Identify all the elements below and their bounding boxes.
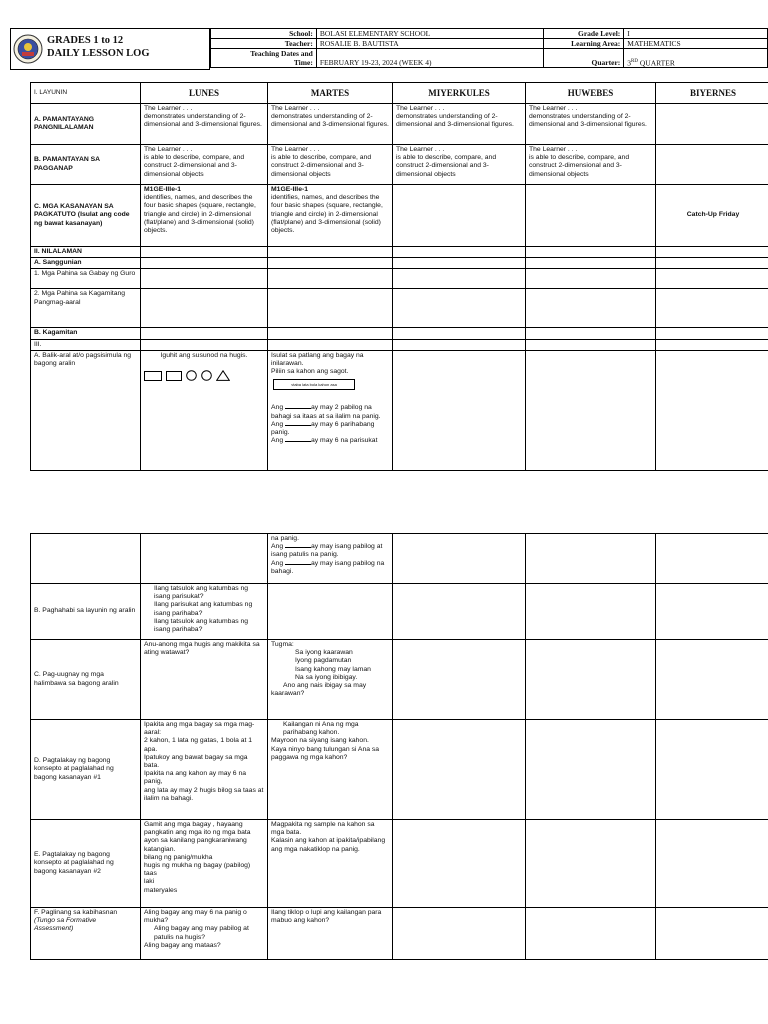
rectangle-shape-icon xyxy=(166,371,182,381)
circle-shape-icon xyxy=(201,370,212,381)
dates-value: FEBRUARY 19-23, 2024 (WEEK 4) xyxy=(316,49,544,68)
row-label-pagtalakay-1: D. Pagtalakay ng bagong konsepto at paglalahad ng bagong kasanayan #1 xyxy=(31,720,141,820)
row-label-kagamitan: B. Kagamitan xyxy=(31,328,141,339)
day-header-lunes: LUNES xyxy=(141,83,268,104)
cell-pagtalakay1-martes: Kailangan ni Ana ng mga parihabang kahon. Mayroon na siyang isang kahon. Kaya ninyo bang tulungan si Ana sa paggawa ng mga kahon? xyxy=(268,720,393,820)
layunin-header: I. LAYUNIN xyxy=(31,83,141,104)
quarter-value: 3RD QUARTER xyxy=(624,49,768,68)
cell-pagganap-miyerkules: The Learner . . . is able to describe, compare, and construct 2-dimensional and 3-dimensional objects xyxy=(393,145,526,185)
cell-pagganap-lunes: The Learner . . . is able to describe, compare, and construct 2-dimensional and 3-dimensional objects xyxy=(141,145,268,185)
row-label-gabay: 1. Mga Pahina sa Gabay ng Guro xyxy=(31,269,141,289)
teacher-value: ROSALIE B. BAUTISTA xyxy=(316,39,544,49)
teacher-label: Teacher: xyxy=(211,39,317,49)
cell-pagganap-huwebes: The Learner . . . is able to describe, compare, and construct 2-dimensional and 3-dimensional objects xyxy=(526,145,656,185)
row-label-nilalaman: II. NILALAMAN xyxy=(31,247,141,258)
cell-balik-lunes: Iguhit ang susunod na hugis. xyxy=(141,350,268,470)
cell-paguugnay-lunes: Anu-anong mga hugis ang makikita sa ating watawat? xyxy=(141,640,268,720)
day-header-martes: MARTES xyxy=(268,83,393,104)
row-label-kagamitang: 2. Mga Pahina sa Kagamitang Pangmag-aaral xyxy=(31,289,141,328)
cell-pamantayang-huwebes: The Learner . . . demonstrates understanding of 2-dimensional and 3-dimensional figures. xyxy=(526,104,656,145)
choice-box: vtaba lata bola kahon asa xyxy=(273,379,355,390)
lesson-table-page1 xyxy=(30,82,768,471)
quarter-label: Quarter: xyxy=(544,49,624,68)
cell-balik-martes: Isulat sa patlang ang bagay na inilarawan. Piliin sa kahon ang sagot. vtaba lata bola kahon asa Ang ay may 2 pabilog na bahagi sa itaas at sa ilalim na panig. Ang ay may 6 parihabang panig. Ang ay may 6 na parisukat xyxy=(268,350,393,470)
cell-kasanayan-miyerkules xyxy=(393,185,526,247)
row-label-pagganap: B. PAMANTAYAN SA PAGGANAP xyxy=(31,145,141,185)
shape-sequence xyxy=(144,370,264,381)
cell-paglinang-martes: Ilang tiklop o lupi ang kailangan para mabuo ang kahon? xyxy=(268,908,393,960)
row-label-paghahabi: B. Paghahabi sa layunin ng aralin xyxy=(31,584,141,640)
cell-pamantayang-biyernes xyxy=(656,104,768,145)
cell-pagganap-martes: The Learner . . . is able to describe, compare, and construct 2-dimensional and 3-dimensional objects xyxy=(268,145,393,185)
grade-label: Grade Level: xyxy=(544,29,624,39)
cell-pagtalakay2-martes: Magpakita ng sample na kahon sa mga bata. Kalasin ang kahon at ipakita/ipabilang ang mga nakatiklop na panig. xyxy=(268,820,393,908)
triangle-shape-icon xyxy=(216,370,230,381)
row-label-paglinang: F. Paglinang sa kabihasnan (Tungo sa Formative Assessment) xyxy=(31,908,141,960)
cell-pamantayang-lunes: The Learner . . . demonstrates understanding of 2-dimensional and 3-dimensional figures. xyxy=(141,104,268,145)
dates-label-1: Teaching Dates and xyxy=(211,49,317,59)
cell-pagganap-biyernes xyxy=(656,145,768,185)
title-line-1: GRADES 1 to 12 xyxy=(47,35,124,46)
cell-paglinang-lunes: Aling bagay ang may 6 na panig o mukha? Aling bagay ang may pabilog at patulis na hugis? Aling bagay ang mataas? xyxy=(141,908,268,960)
rectangle-shape-icon xyxy=(144,371,162,381)
day-header-biyernes: BIYERNES xyxy=(656,83,768,104)
cell-balik-martes-cont: na panig. Ang ay may isang pabilog at isang patulis na panig. Ang ay may isang pabilog na bahagi. xyxy=(268,534,393,584)
school-value: BOLASI ELEMENTARY SCHOOL xyxy=(316,29,544,39)
cell-kasanayan-lunes: M1GE-IIIe-1 identifies, names, and describes the four basic shapes (square, rectangle, triangle and circle) in 2-dimensional (flat/plane) and 3-dimensional (solid) objects. xyxy=(141,185,268,247)
row-label-pamantayang: A. PAMANTAYANG PANGNILALAMAN xyxy=(31,104,141,145)
cell-pamantayang-miyerkules: The Learner . . . demonstrates understanding of 2-dimensional and 3-dimensional figures. xyxy=(393,104,526,145)
cell-kasanayan-martes: M1GE-IIIe-1 identifies, names, and describes the four basic shapes (square, rectangle, triangle and circle) in 2-dimensional (flat/plane) and 3-dimensional (solid) objects. xyxy=(268,185,393,247)
lesson-table-page2 xyxy=(30,533,768,960)
cell-paguugnay-martes: Tugma: Sa iyong kaarawan Iyong pagdamutan Isang kahong may laman Na sa iyong ibibigay. Ano ang nais ibigay sa may kaarawan? xyxy=(268,640,393,720)
header-info-table xyxy=(210,28,768,68)
area-label: Learning Area: xyxy=(544,39,624,49)
circle-shape-icon xyxy=(186,370,197,381)
row-label-roman3: III. xyxy=(31,339,141,350)
catch-up-friday: Catch-Up Friday xyxy=(656,185,768,247)
cell-pagtalakay2-lunes: Gamit ang mga bagay , hayaang pangkatin ang mga ito ng mga bata ayon sa kanilang pangkaraniwang katangian. bilang ng panig/mukha hugis ng mukha ng bagay (pabilog) taas laki materyales xyxy=(141,820,268,908)
deped-seal-icon xyxy=(13,32,43,66)
cell-pamantayang-martes: The Learner . . . demonstrates understanding of 2-dimensional and 3-dimensional figures. xyxy=(268,104,393,145)
dates-label-2: Time: xyxy=(211,58,317,68)
area-value: MATHEMATICS xyxy=(624,39,768,49)
row-label-pagtalakay-2: E. Pagtalakay ng bagong konsepto at paglalahad ng bagong kasanayan #2 xyxy=(31,820,141,908)
title-line-2: DAILY LESSON LOG xyxy=(47,48,150,59)
cell-paghahabi-lunes: Ilang tatsulok ang katumbas ng isang parisukat? Ilang parisukat ang katumbas ng isang parihaba? Ilang tatsulok ang katumbas ng isang parihaba? xyxy=(141,584,268,640)
grade-value: I xyxy=(624,29,768,39)
row-label-kasanayan: C. MGA KASANAYAN SA PAGKATUTO (Isulat ang code ng bawat kasanayan) xyxy=(31,185,141,247)
day-header-miyerkules: MIYERKULES xyxy=(393,83,526,104)
row-label-sanggunian: A. Sanggunian xyxy=(31,258,141,269)
row-label-balik-aral: A. Balik-aral at/o pagsisimula ng bagong aralin xyxy=(31,350,141,470)
header-title-box xyxy=(10,28,210,70)
row-label-paguugnay: C. Pag-uugnay ng mga halimbawa sa bagong aralin xyxy=(31,640,141,720)
cell-kasanayan-huwebes xyxy=(526,185,656,247)
school-label: School: xyxy=(211,29,317,39)
day-header-huwebes: HUWEBES xyxy=(526,83,656,104)
cell-pagtalakay1-lunes: Ipakita ang mga bagay sa mga mag-aaral: 2 kahon, 1 lata ng gatas, 1 bola at 1 apa. Ipatukoy ang bawat bagay sa mga bata. Ipakita na ang kahon ay may 6 na panig, ang lata ay may 2 hugis bilog sa taas at ilalim na bahagi. xyxy=(141,720,268,820)
